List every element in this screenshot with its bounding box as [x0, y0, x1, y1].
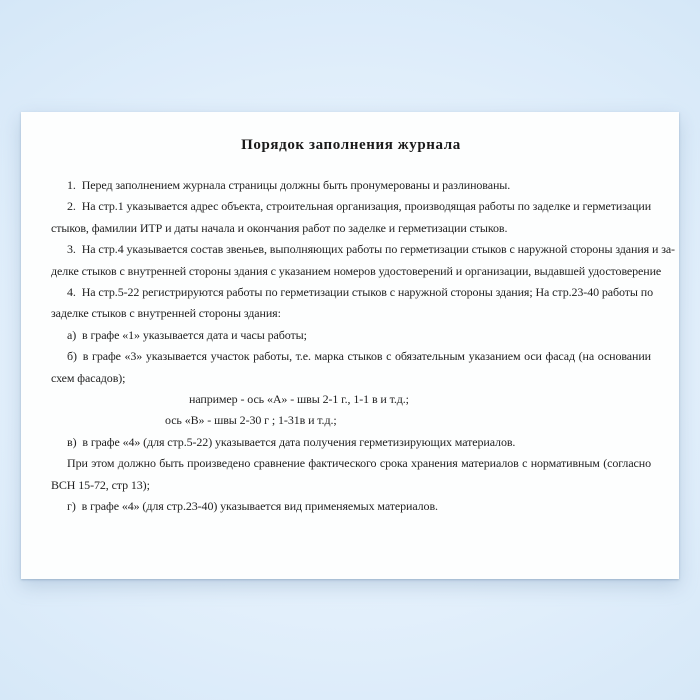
doc-line: 3. На стр.4 указывается состав звеньев, выполняющих работы по герметизации стыков с наружной стороны здания и за-	[67, 242, 675, 257]
doc-line: г) в графе «4» (для стр.23-40) указывается вид применяемых материалов.	[67, 499, 438, 514]
doc-line: заделке стыков с внутренней стороны здания:	[51, 306, 281, 321]
doc-line: ось «В» - швы 2-30 г ; 1-31в и т.д.;	[165, 413, 337, 428]
document-page	[21, 112, 679, 579]
doc-line: 4. На стр.5-22 регистрируются работы по герметизации стыков с наружной стороны здания; На стр.23-40 работы по	[67, 285, 653, 300]
doc-line: в) в графе «4» (для стр.5-22) указывается дата получения герметизирующих материалов.	[67, 434, 516, 449]
doc-line: ВСН 15-72, стр 13);	[51, 477, 150, 492]
document-title: Порядок заполнения журнала	[241, 137, 461, 153]
doc-line: 2. На стр.1 указывается адрес объекта, строительная организация, производящая работы по заделке и герметизации	[67, 199, 652, 214]
doc-line: схем фасадов);	[51, 370, 126, 385]
doc-line: а) в графе «1» указывается дата и часы работы;	[67, 327, 307, 342]
doc-line: 1. Перед заполнением журнала страницы должны быть пронумерованы и разлинованы.	[67, 178, 511, 192]
document-body	[51, 175, 675, 518]
doc-line: стыков, фамилии ИТР и даты начала и окончания работ по заделке и герметизации стыков.	[51, 220, 508, 235]
doc-line: делке стыков с внутренней стороны здания с указанием номеров удостоверений и организации, выдавшей удостоверение	[51, 263, 662, 278]
doc-line: При этом должно быть произведено сравнение фактического срока хранения материалов с нормативным (согласно	[67, 456, 651, 471]
document-content	[51, 112, 675, 518]
doc-line: б) в графе «3» указывается участок работы, т.е. марка стыков с обязательным указанием оси фасад (на основании	[67, 349, 651, 364]
doc-line: например - ось «А» - швы 2-1 г., 1-1 в и т.д.;	[189, 392, 409, 407]
